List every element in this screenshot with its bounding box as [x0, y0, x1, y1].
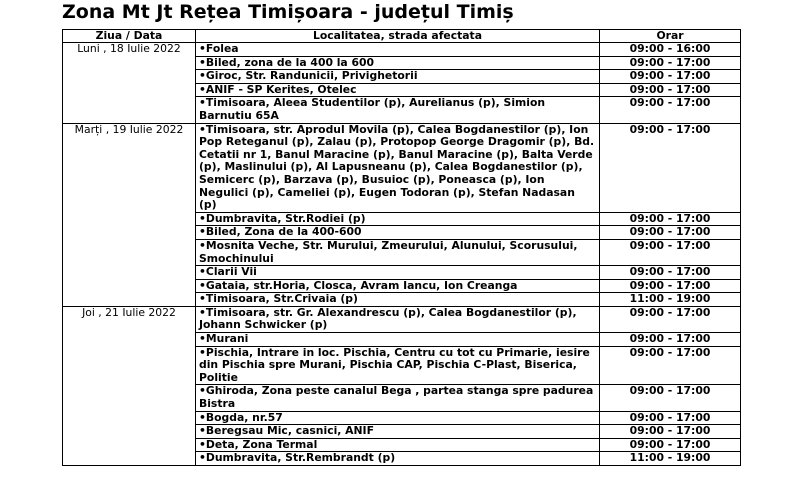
schedule-cell: 09:00 - 17:00 [600, 123, 741, 212]
schedule-cell: 09:00 - 17:00 [600, 239, 741, 265]
table-row [63, 43, 741, 57]
schedule-cell: 09:00 - 17:00 [600, 97, 741, 123]
schedule-cell: 09:00 - 17:00 [600, 83, 741, 97]
location-cell: •Mosnita Veche, Str. Murului, Zmeurului, Alunului, Scorusului, Smochinului [196, 239, 600, 265]
location-cell: •Folea [196, 43, 600, 57]
schedule-cell: 09:00 - 17:00 [600, 438, 741, 452]
location-cell: •Clarii Vii [196, 266, 600, 280]
schedule-cell: 09:00 - 17:00 [600, 279, 741, 293]
schedule-cell: 11:00 - 19:00 [600, 293, 741, 307]
location-cell: •Dumbravita, Str.Rembrandt (p) [196, 452, 600, 466]
document-title: Zona Mt Jt Rețea Timișoara - județul Timiș [62, 1, 514, 23]
table-header-row [63, 30, 741, 43]
location-cell: •Biled, Zona de la 400-600 [196, 226, 600, 240]
day-cell: Joi , 21 Iulie 2022 [63, 306, 196, 465]
location-cell: •Bogda, nr.57 [196, 411, 600, 425]
table-body [63, 43, 741, 466]
schedule-cell: 09:00 - 17:00 [600, 266, 741, 280]
location-cell: •Timisoara, Str.Crivaia (p) [196, 293, 600, 307]
location-cell: •Murani [196, 333, 600, 347]
table-row [63, 306, 741, 332]
header-location: Localitatea, strada afectata [196, 30, 600, 43]
schedule-cell: 09:00 - 17:00 [600, 346, 741, 385]
schedule-cell: 09:00 - 17:00 [600, 212, 741, 226]
location-cell: •ANIF - SP Kerites, Otelec [196, 83, 600, 97]
schedule-cell: 09:00 - 17:00 [600, 306, 741, 332]
location-cell: •Gataia, str.Horia, Closca, Avram Iancu, Ion Creanga [196, 279, 600, 293]
schedule-cell: 11:00 - 19:00 [600, 452, 741, 466]
location-cell: •Dumbravita, Str.Rodiei (p) [196, 212, 600, 226]
header-schedule: Orar [600, 30, 741, 43]
day-cell: Luni , 18 Iulie 2022 [63, 43, 196, 124]
location-cell: •Giroc, Str. Randunicii, Privighetorii [196, 70, 600, 84]
location-cell: •Pischia, Intrare in loc. Pischia, Centru cu tot cu Primarie, iesire din Pischia spre Murani, Pischia CAP, Pischia C-Plast, Biserica, Politie [196, 346, 600, 385]
outage-schedule-table [62, 29, 741, 466]
schedule-cell: 09:00 - 16:00 [600, 43, 741, 57]
location-cell: •Timisoara, str. Gr. Alexandrescu (p), Calea Bogdanestilor (p), Johann Schwicker (p) [196, 306, 600, 332]
location-cell: •Deta, Zona Termal [196, 438, 600, 452]
schedule-cell: 09:00 - 17:00 [600, 226, 741, 240]
header-day: Ziua / Data [63, 30, 196, 43]
location-cell: •Timisoara, str. Aprodul Movila (p), Calea Bogdanestilor (p), Ion Pop Reteganul (p), Zalau (p), Protopop George Dragomir (p), Bd. Cetatii nr 1, Banul Maracine (p), Banul Maracine (p), Balta Verde (p), Maslinului (p), Al Lapusneanu (p), Calea Bogdanestilor (p), Semicerc (p), Barzava (p), Busuioc (p), Poneasca (p), Ion Negulici (p), Cameliei (p), Eugen Todoran (p), Stefan Nadasan (p) [196, 123, 600, 212]
location-cell: •Beregsau Mic, casnici, ANIF [196, 425, 600, 439]
location-cell: •Biled, zona de la 400 la 600 [196, 56, 600, 70]
schedule-cell: 09:00 - 17:00 [600, 385, 741, 411]
day-cell: Marți , 19 Iulie 2022 [63, 123, 196, 306]
schedule-cell: 09:00 - 17:00 [600, 70, 741, 84]
location-cell: •Ghiroda, Zona peste canalul Bega , partea stanga spre padurea Bistra [196, 385, 600, 411]
schedule-cell: 09:00 - 17:00 [600, 425, 741, 439]
table-row [63, 123, 741, 212]
schedule-cell: 09:00 - 17:00 [600, 333, 741, 347]
schedule-cell: 09:00 - 17:00 [600, 56, 741, 70]
schedule-cell: 09:00 - 17:00 [600, 411, 741, 425]
location-cell: •Timisoara, Aleea Studentilor (p), Aurelianus (p), Simion Barnutiu 65A [196, 97, 600, 123]
